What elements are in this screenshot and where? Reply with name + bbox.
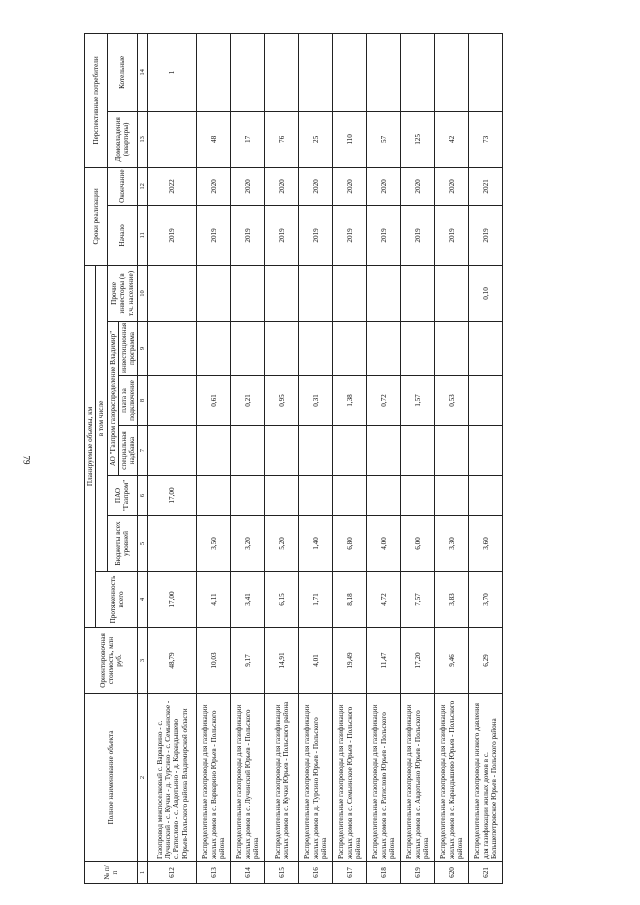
object-name: Распределительные газопроводы для газификации жилых домов в с. Лучинский Юрьев - Польского района: [231, 694, 265, 862]
other-investors-cell: [401, 265, 435, 321]
special-cell: [148, 426, 197, 476]
special-cell: [299, 426, 333, 476]
col-number: 7: [138, 426, 148, 476]
end-year-cell: 2020: [299, 167, 333, 205]
boilers-cell: [299, 33, 333, 111]
invest-cell: [367, 322, 401, 376]
header-consumers: Перспективные потребители: [85, 33, 108, 167]
other-investors-cell: [231, 265, 265, 321]
other-investors-cell: [265, 265, 299, 321]
start-year-cell: 2019: [333, 205, 367, 265]
special-cell: [367, 426, 401, 476]
col-number: 12: [138, 167, 148, 205]
cost-cell: 4,01: [299, 628, 333, 694]
col-number: 13: [138, 111, 148, 167]
fee-cell: 0,31: [299, 376, 333, 426]
header-invest: инвестиционная программа: [118, 322, 138, 376]
invest-cell: [333, 322, 367, 376]
fee-cell: [469, 376, 503, 426]
budget-cell: [148, 516, 197, 572]
homes-cell: 42: [435, 111, 469, 167]
row-number: 612: [148, 862, 197, 884]
budget-cell: 3,50: [197, 516, 231, 572]
length-cell: 7,57: [401, 572, 435, 628]
end-year-cell: 2020: [231, 167, 265, 205]
table-row: [333, 33, 367, 883]
rotated-table-container: [84, 34, 614, 884]
end-year-cell: 2020: [333, 167, 367, 205]
cost-cell: 14,91: [265, 628, 299, 694]
start-year-cell: 2019: [197, 205, 231, 265]
header-special: специальная надбавка: [118, 426, 138, 476]
length-cell: 3,83: [435, 572, 469, 628]
homes-cell: 73: [469, 111, 503, 167]
other-investors-cell: [197, 265, 231, 321]
boilers-cell: [367, 33, 401, 111]
invest-cell: [401, 322, 435, 376]
cost-cell: 11,47: [367, 628, 401, 694]
other-investors-cell: [299, 265, 333, 321]
row-number: 613: [197, 862, 231, 884]
length-cell: 6,15: [265, 572, 299, 628]
boilers-cell: [231, 33, 265, 111]
cost-cell: 48,79: [148, 628, 197, 694]
col-number: 4: [138, 572, 148, 628]
end-year-cell: 2020: [265, 167, 299, 205]
header-name: Полное наименование объекта: [85, 694, 138, 862]
gasification-table: [84, 33, 503, 884]
row-number: 615: [265, 862, 299, 884]
header-gazprom: ПАО "Газпром": [107, 476, 138, 516]
gazprom-cell: [435, 476, 469, 516]
start-year-cell: 2019: [148, 205, 197, 265]
length-cell: 3,41: [231, 572, 265, 628]
boilers-cell: [469, 33, 503, 111]
cost-cell: 19,49: [333, 628, 367, 694]
column-number-row: [138, 33, 148, 883]
budget-cell: 6,00: [401, 516, 435, 572]
special-cell: [231, 426, 265, 476]
col-number: 3: [138, 628, 148, 694]
budget-cell: 4,00: [367, 516, 401, 572]
gazprom-cell: 17,00: [148, 476, 197, 516]
length-cell: 1,71: [299, 572, 333, 628]
table-row: [231, 33, 265, 883]
other-investors-cell: [435, 265, 469, 321]
fee-cell: 0,95: [265, 376, 299, 426]
table-row: [401, 33, 435, 883]
object-name: Распределительные газопроводы для газификации жилых домов в с. Кучки Юрьев - Польского района: [265, 694, 299, 862]
object-name: Распределительные газопроводы для газификации жилых домов в с. Авдотьино Юрьев - Польского района: [401, 694, 435, 862]
row-number: 621: [469, 862, 503, 884]
col-number: 10: [138, 265, 148, 321]
row-number: 614: [231, 862, 265, 884]
header-fee: плата за подключение: [118, 376, 138, 426]
special-cell: [469, 426, 503, 476]
end-year-cell: 2022: [148, 167, 197, 205]
row-number: 620: [435, 862, 469, 884]
fee-cell: 1,57: [401, 376, 435, 426]
budget-cell: 1,40: [299, 516, 333, 572]
boilers-cell: [401, 33, 435, 111]
col-number: 5: [138, 516, 148, 572]
invest-cell: [469, 322, 503, 376]
cost-cell: 6,29: [469, 628, 503, 694]
header-budget: Бюджеты всех уровней: [107, 516, 138, 572]
col-number: 1: [138, 862, 148, 884]
length-cell: 4,11: [197, 572, 231, 628]
invest-cell: [231, 322, 265, 376]
table-row: [367, 33, 401, 883]
object-name: Распределительные газопроводы для газификации жилых домов в д. Турсино Юрьев - Польского района: [299, 694, 333, 862]
object-name: Распределительные газопроводы для газификации жилых домов в с. Ратислово Юрьев - Польского района: [367, 694, 401, 862]
header-planned: Планируемые объемы, км: [85, 265, 96, 627]
start-year-cell: 2019: [469, 205, 503, 265]
homes-cell: 17: [231, 111, 265, 167]
budget-cell: 3,20: [231, 516, 265, 572]
homes-cell: 48: [197, 111, 231, 167]
object-name: Распределительные газопроводы для газификации жилых домов в с. Семьинское Юрьев - Польского района: [333, 694, 367, 862]
end-year-cell: 2020: [197, 167, 231, 205]
table-row: [265, 33, 299, 883]
header-other: Прочие инвесторы (в т.ч. население): [107, 265, 138, 321]
start-year-cell: 2019: [265, 205, 299, 265]
other-investors-cell: 0,10: [469, 265, 503, 321]
other-investors-cell: [148, 265, 197, 321]
homes-cell: 76: [265, 111, 299, 167]
end-year-cell: 2020: [435, 167, 469, 205]
object-name: Распределительные газопроводы низкого давления для газификации жилых домов в с. Большепетровское Юрьев - Польского района: [469, 694, 503, 862]
gazprom-cell: [367, 476, 401, 516]
header-length: Протяженность всего: [96, 572, 138, 628]
invest-cell: [299, 322, 333, 376]
start-year-cell: 2019: [401, 205, 435, 265]
gazprom-cell: [197, 476, 231, 516]
col-number: 14: [138, 33, 148, 111]
start-year-cell: 2019: [435, 205, 469, 265]
cost-cell: 17,20: [401, 628, 435, 694]
homes-cell: 125: [401, 111, 435, 167]
special-cell: [401, 426, 435, 476]
gazprom-cell: [469, 476, 503, 516]
cost-cell: 9,46: [435, 628, 469, 694]
boilers-cell: 1: [148, 33, 197, 111]
invest-cell: [197, 322, 231, 376]
gazprom-cell: [299, 476, 333, 516]
special-cell: [333, 426, 367, 476]
invest-cell: [148, 322, 197, 376]
length-cell: 3,70: [469, 572, 503, 628]
row-number: 619: [401, 862, 435, 884]
gazprom-cell: [231, 476, 265, 516]
boilers-cell: [435, 33, 469, 111]
boilers-cell: [333, 33, 367, 111]
fee-cell: [148, 376, 197, 426]
budget-cell: 5,20: [265, 516, 299, 572]
fee-cell: 0,53: [435, 376, 469, 426]
header-ao: АО "Газпром газораспределение Владимир": [107, 322, 118, 476]
other-investors-cell: [367, 265, 401, 321]
homes-cell: 25: [299, 111, 333, 167]
start-year-cell: 2019: [231, 205, 265, 265]
row-number: 618: [367, 862, 401, 884]
object-name: Распределительные газопроводы для газификации жилых домов в с. Карандышево Юрьев - Польского района: [435, 694, 469, 862]
table-row: [299, 33, 333, 883]
object-name: Распределительные газопроводы для газификации жилых домов в с. Варварино Юрьев - Польского района: [197, 694, 231, 862]
table-row: [435, 33, 469, 883]
fee-cell: 1,38: [333, 376, 367, 426]
budget-cell: 3,30: [435, 516, 469, 572]
length-cell: 17,00: [148, 572, 197, 628]
homes-cell: 110: [333, 111, 367, 167]
end-year-cell: 2020: [367, 167, 401, 205]
col-number: 8: [138, 376, 148, 426]
header-in-that: в том числе: [96, 265, 107, 571]
col-number: 2: [138, 694, 148, 862]
other-investors-cell: [333, 265, 367, 321]
homes-cell: 57: [367, 111, 401, 167]
fee-cell: 0,72: [367, 376, 401, 426]
cost-cell: 10,03: [197, 628, 231, 694]
end-year-cell: 2020: [401, 167, 435, 205]
table-row: [148, 33, 197, 883]
special-cell: [435, 426, 469, 476]
gazprom-cell: [333, 476, 367, 516]
header-homes: Домовладения (квартиры): [107, 111, 138, 167]
row-number: 617: [333, 862, 367, 884]
header-end: Окончание: [107, 167, 138, 205]
boilers-cell: [197, 33, 231, 111]
fee-cell: 0,61: [197, 376, 231, 426]
header-cost: Ориентировочная стоимость, млн руб.: [85, 628, 138, 694]
table-body: [148, 33, 503, 883]
header-num: № п/п: [85, 862, 138, 884]
length-cell: 8,18: [333, 572, 367, 628]
table-row: [197, 33, 231, 883]
budget-cell: 3,60: [469, 516, 503, 572]
budget-cell: 6,80: [333, 516, 367, 572]
col-number: 6: [138, 476, 148, 516]
fee-cell: 0,21: [231, 376, 265, 426]
special-cell: [265, 426, 299, 476]
row-number: 616: [299, 862, 333, 884]
invest-cell: [435, 322, 469, 376]
start-year-cell: 2019: [367, 205, 401, 265]
header-start: Начало: [107, 205, 138, 265]
length-cell: 4,72: [367, 572, 401, 628]
cost-cell: 9,17: [231, 628, 265, 694]
homes-cell: [148, 111, 197, 167]
col-number: 9: [138, 322, 148, 376]
end-year-cell: 2021: [469, 167, 503, 205]
object-name: Газопровод межпоселковый с. Варварино - с. Лучинский - с. Кучки - д. Турсино - с. Семьинское - с. Ратислово - с. Авдотьино - д. Карандышево Юрьев-Польского района Владимирской области: [148, 694, 197, 862]
table-row: [469, 33, 503, 883]
page-number: 79: [21, 455, 32, 465]
gazprom-cell: [265, 476, 299, 516]
invest-cell: [265, 322, 299, 376]
start-year-cell: 2019: [299, 205, 333, 265]
header-terms: Сроки реализации: [85, 167, 108, 265]
boilers-cell: [265, 33, 299, 111]
col-number: 11: [138, 205, 148, 265]
header-boilers: Котельные: [107, 33, 138, 111]
special-cell: [197, 426, 231, 476]
gazprom-cell: [401, 476, 435, 516]
